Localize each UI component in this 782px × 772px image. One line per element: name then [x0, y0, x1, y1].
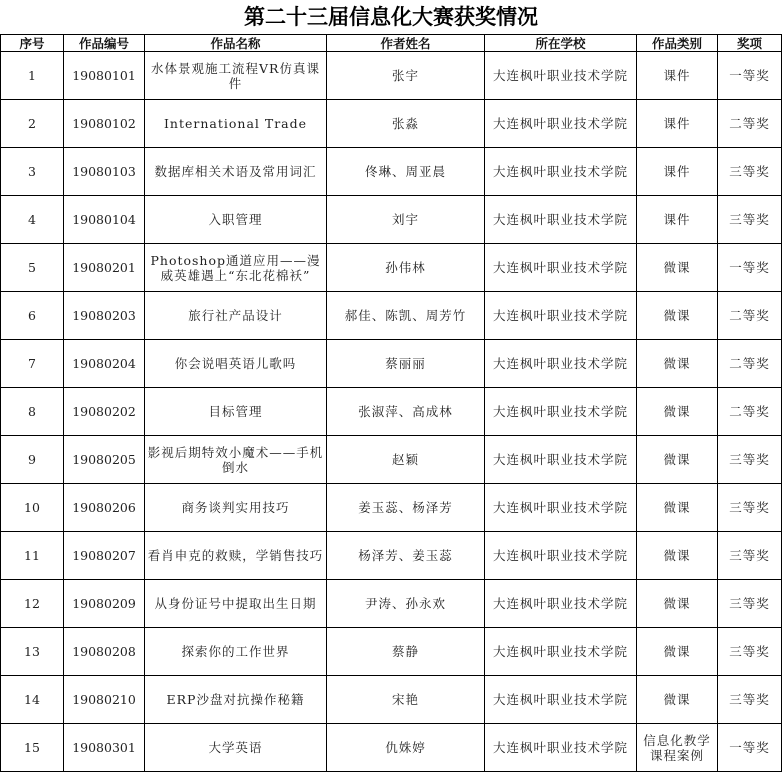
cell-work-id: 19080205 [64, 436, 145, 484]
cell-work-id: 19080301 [64, 724, 145, 772]
cell-work-id: 19080207 [64, 532, 145, 580]
cell-school: 大连枫叶职业技术学院 [485, 148, 637, 196]
cell-school: 大连枫叶职业技术学院 [485, 436, 637, 484]
table-header-row [1, 35, 782, 52]
table-row [1, 244, 782, 292]
cell-work-name: International Trade [145, 100, 327, 148]
table-row [1, 484, 782, 532]
table-row [1, 676, 782, 724]
cell-index: 7 [1, 340, 64, 388]
cell-category: 微课 [637, 628, 718, 676]
cell-work-id: 19080202 [64, 388, 145, 436]
cell-index: 10 [1, 484, 64, 532]
awards-table [0, 34, 782, 772]
table-row [1, 628, 782, 676]
cell-work-name: Photoshop通道应用——漫威英雄遇上“东北花棉袄” [145, 244, 327, 292]
cell-school: 大连枫叶职业技术学院 [485, 628, 637, 676]
cell-work-name: 大学英语 [145, 724, 327, 772]
cell-work-id: 19080104 [64, 196, 145, 244]
cell-category: 课件 [637, 100, 718, 148]
cell-author: 宋艳 [327, 676, 485, 724]
cell-award: 三等奖 [718, 580, 782, 628]
cell-work-id: 19080102 [64, 100, 145, 148]
cell-author: 佟琳、周亚晨 [327, 148, 485, 196]
cell-work-name: 探索你的工作世界 [145, 628, 327, 676]
cell-award: 三等奖 [718, 484, 782, 532]
cell-work-name: 目标管理 [145, 388, 327, 436]
cell-award: 一等奖 [718, 52, 782, 100]
cell-work-id: 19080101 [64, 52, 145, 100]
cell-index: 11 [1, 532, 64, 580]
table-row [1, 292, 782, 340]
cell-award: 三等奖 [718, 436, 782, 484]
cell-author: 赵颖 [327, 436, 485, 484]
cell-author: 张淑萍、高成林 [327, 388, 485, 436]
cell-school: 大连枫叶职业技术学院 [485, 196, 637, 244]
header-work-name: 作品名称 [145, 35, 327, 52]
table-row [1, 532, 782, 580]
header-author: 作者姓名 [327, 35, 485, 52]
cell-index: 1 [1, 52, 64, 100]
cell-index: 2 [1, 100, 64, 148]
cell-index: 14 [1, 676, 64, 724]
cell-school: 大连枫叶职业技术学院 [485, 580, 637, 628]
cell-award: 二等奖 [718, 100, 782, 148]
cell-school: 大连枫叶职业技术学院 [485, 532, 637, 580]
cell-award: 一等奖 [718, 244, 782, 292]
header-award: 奖项 [718, 35, 782, 52]
cell-author: 郝佳、陈凯、周芳竹 [327, 292, 485, 340]
cell-category: 信息化教学课程案例 [637, 724, 718, 772]
cell-author: 刘宇 [327, 196, 485, 244]
cell-category: 微课 [637, 580, 718, 628]
cell-author: 杨泽芳、姜玉蕊 [327, 532, 485, 580]
cell-author: 张宇 [327, 52, 485, 100]
table-row [1, 340, 782, 388]
table-row [1, 724, 782, 772]
cell-work-id: 19080209 [64, 580, 145, 628]
cell-index: 4 [1, 196, 64, 244]
cell-award: 二等奖 [718, 340, 782, 388]
cell-category: 微课 [637, 484, 718, 532]
cell-work-name: 影视后期特效小魔术——手机倒水 [145, 436, 327, 484]
cell-author: 尹涛、孙永欢 [327, 580, 485, 628]
table-row [1, 580, 782, 628]
cell-work-id: 19080201 [64, 244, 145, 292]
cell-work-id: 19080208 [64, 628, 145, 676]
cell-school: 大连枫叶职业技术学院 [485, 340, 637, 388]
cell-work-id: 19080204 [64, 340, 145, 388]
cell-author: 蔡丽丽 [327, 340, 485, 388]
cell-award: 三等奖 [718, 532, 782, 580]
cell-work-name: 看肖申克的救赎，学销售技巧 [145, 532, 327, 580]
table-row [1, 436, 782, 484]
cell-author: 孙伟林 [327, 244, 485, 292]
cell-award: 三等奖 [718, 196, 782, 244]
cell-school: 大连枫叶职业技术学院 [485, 724, 637, 772]
table-row [1, 100, 782, 148]
cell-work-id: 19080206 [64, 484, 145, 532]
cell-index: 12 [1, 580, 64, 628]
header-school: 所在学校 [485, 35, 637, 52]
cell-work-name: 从身份证号中提取出生日期 [145, 580, 327, 628]
cell-work-name: 商务谈判实用技巧 [145, 484, 327, 532]
cell-index: 15 [1, 724, 64, 772]
cell-category: 微课 [637, 244, 718, 292]
cell-award: 二等奖 [718, 292, 782, 340]
cell-category: 微课 [637, 340, 718, 388]
cell-category: 微课 [637, 676, 718, 724]
header-index: 序号 [1, 35, 64, 52]
cell-award: 三等奖 [718, 676, 782, 724]
cell-index: 9 [1, 436, 64, 484]
cell-work-id: 19080210 [64, 676, 145, 724]
cell-author: 张淼 [327, 100, 485, 148]
cell-award: 三等奖 [718, 628, 782, 676]
cell-school: 大连枫叶职业技术学院 [485, 292, 637, 340]
cell-category: 微课 [637, 436, 718, 484]
header-category: 作品类别 [637, 35, 718, 52]
cell-work-id: 19080203 [64, 292, 145, 340]
cell-category: 课件 [637, 196, 718, 244]
cell-work-name: 水体景观施工流程VR仿真课件 [145, 52, 327, 100]
cell-index: 6 [1, 292, 64, 340]
cell-author: 蔡静 [327, 628, 485, 676]
cell-award: 二等奖 [718, 388, 782, 436]
cell-school: 大连枫叶职业技术学院 [485, 100, 637, 148]
cell-index: 8 [1, 388, 64, 436]
cell-school: 大连枫叶职业技术学院 [485, 676, 637, 724]
cell-work-name: 数据库相关术语及常用词汇 [145, 148, 327, 196]
cell-category: 微课 [637, 292, 718, 340]
table-row [1, 388, 782, 436]
cell-category: 课件 [637, 148, 718, 196]
cell-category: 微课 [637, 388, 718, 436]
header-work-id: 作品编号 [64, 35, 145, 52]
cell-index: 3 [1, 148, 64, 196]
cell-school: 大连枫叶职业技术学院 [485, 52, 637, 100]
cell-author: 仇姝婷 [327, 724, 485, 772]
cell-work-name: 入职管理 [145, 196, 327, 244]
cell-school: 大连枫叶职业技术学院 [485, 484, 637, 532]
cell-work-name: ERP沙盘对抗操作秘籍 [145, 676, 327, 724]
cell-index: 5 [1, 244, 64, 292]
cell-award: 一等奖 [718, 724, 782, 772]
cell-work-name: 旅行社产品设计 [145, 292, 327, 340]
cell-award: 三等奖 [718, 148, 782, 196]
cell-work-id: 19080103 [64, 148, 145, 196]
cell-category: 课件 [637, 52, 718, 100]
table-row [1, 196, 782, 244]
table-row [1, 148, 782, 196]
cell-category: 微课 [637, 532, 718, 580]
cell-author: 姜玉蕊、杨泽芳 [327, 484, 485, 532]
cell-school: 大连枫叶职业技术学院 [485, 388, 637, 436]
page-title: 第二十三届信息化大赛获奖情况 [244, 4, 538, 29]
cell-index: 13 [1, 628, 64, 676]
table-row [1, 52, 782, 100]
cell-school: 大连枫叶职业技术学院 [485, 244, 637, 292]
cell-work-name: 你会说唱英语儿歌吗 [145, 340, 327, 388]
